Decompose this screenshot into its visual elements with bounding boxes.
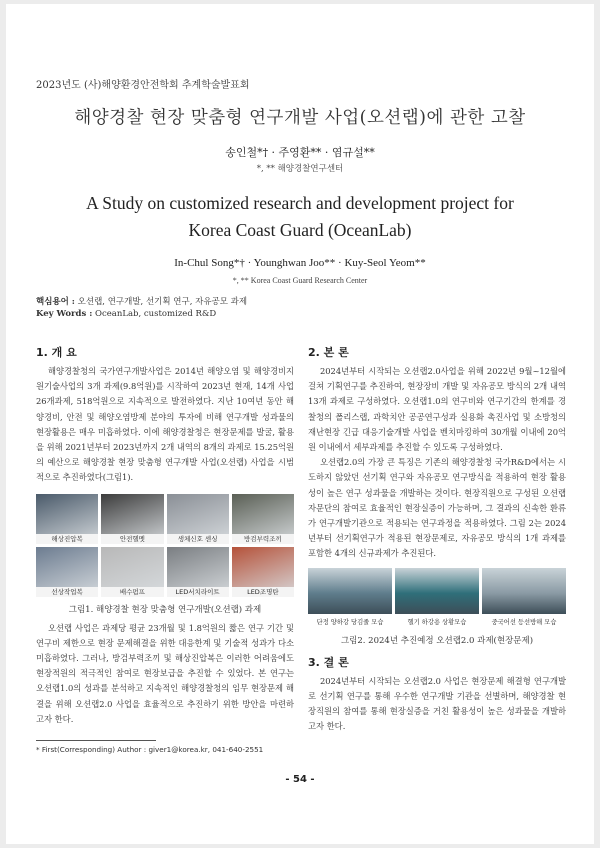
footnote-divider — [36, 740, 156, 741]
footnote: * First(Corresponding) Author : giver1@korea.kr, 041-640-2551 — [36, 745, 264, 754]
section-heading-intro: 1. 개 요 — [36, 346, 77, 359]
body-paragraph-1: 2024년부터 시작되는 오션랩2.0사업을 위해 2022년 9월~12월에 걸쳐 기획연구를 추진하여, 현장장비 개발 및 자유공모 방식의 2개 내역 13개 과제로 구성하였다. 오션랩1.0의 연구비와 연구기간의 한계를 경찰청의 폴리스랩, 과학치안 공공연구성과 실용화 촉진사업 및 소방청의 재난현장 긴급 대응기술개발 사업을 벤치마킹하여 30개월 이내에 20억원 이내에서 세부과제를 추진할 수 있도록 구성하였다. — [308, 366, 566, 453]
figure1-item — [167, 494, 229, 544]
figure1-label: 방검부력조끼 — [232, 534, 294, 544]
title-english-line2: Korea Coast Guard (OceanLab) — [188, 220, 412, 240]
figure1-label: LED조명탄 — [232, 587, 294, 597]
title-english — [46, 190, 554, 244]
figure1-label: LED서치라이트 — [167, 587, 229, 597]
left-column — [36, 344, 294, 727]
figure1-label: 배수펌프 — [101, 587, 163, 597]
figure1-photo — [36, 547, 98, 587]
page-number: - 54 - — [285, 774, 315, 785]
title-korean: 해양경찰 현장 맞춤형 연구개발 사업(오션랩)에 관한 고찰 — [74, 108, 526, 128]
figure2-label: 단정 양하강 당김줄 모습 — [316, 618, 384, 626]
figure2-photo — [395, 568, 479, 614]
figure1-photo — [232, 547, 294, 587]
conference-header: 2023년도 (사)해양환경안전학회 추계학술발표회 — [36, 80, 250, 91]
affiliation-korean: *, ** 해양경찰연구센터 — [256, 164, 344, 174]
figure2-image-row — [308, 568, 566, 626]
affiliation-english: *, ** Korea Coast Guard Research Center — [232, 276, 368, 285]
authors-korean: 송인철*† · 주영환** · 염규설** — [225, 146, 375, 159]
section-heading-body: 2. 본 론 — [308, 346, 349, 359]
figure1-label: 안전헬멧 — [101, 534, 163, 544]
keywords-korean-label: 핵심용어 : — [36, 297, 75, 307]
figure1-caption: 그림1. 해양경찰 현장 맞춤형 연구개발(오션랩) 과제 — [68, 604, 262, 615]
intro-paragraph-2: 오션랩 사업은 과제당 평균 23개월 및 1.8억원의 짧은 연구 기간 및 연구비 제한으로 현장 문제해결을 위한 대응한계 및 기술적 성과가 다소 미흡하였다. 그러나, 방검부력조끼 및 해상진압복은 이러한 어려움에도 현장적원의 적극적인 참여로 현장보급을 추진할 수 있었다. 본 연구는 오션랩1.0의 성과를 분석하고 지속적인 해양경찰청의 임무 현장문제 해결을 위해 오션랩2.0 사업을 효율적으로 추진하기 위한 방안을 마련하고자 한다. — [36, 622, 294, 724]
figure1-item — [232, 547, 294, 597]
intro-paragraph-1: 해양경찰청의 국가연구개발사업은 2014년 해양오염 및 해양경비지원기술사업의 3개 과제(9.8억원)를 시작하여 2023년 현재, 14개 사업 26개과제, 518억원으로 지속적으로 발전하였다. 지난 10여년 동안 해양경비, 안전 및 해양오염방제 분야의 투자에 비해 연구개발 성과물의 현장활용은 매우 미흡하였다. 이에 해양경찰청은 현장문제를 발굴, 활용을 위해 2021년부터 2023년까지 2개 내역의 8개의 과제로 15.25억원의 예산으로 해양경찰 현장 맞춤형 연구개발 사업(오션랩) 사업을 시범적으로 추진하였다(그림1). — [36, 366, 294, 483]
figure2-label: 헬기 하강용 상황모습 — [407, 618, 467, 626]
figure1-photo — [101, 547, 163, 587]
keywords-korean-text: 오션랩, 연구개발, 선기획 연구, 자유공모 과제 — [77, 297, 248, 307]
figure2-photo — [482, 568, 566, 614]
section-heading-conclusion: 3. 결 론 — [308, 655, 349, 669]
figure1-label: 선상작업복 — [36, 587, 98, 597]
figure2-item — [395, 568, 479, 626]
figure2-label: 중국어선 등선방해 모습 — [491, 618, 557, 626]
keywords-english — [36, 309, 216, 319]
figure1-label: 해상진압복 — [36, 534, 98, 544]
figure2-item — [308, 568, 392, 626]
figure1-item — [232, 494, 294, 544]
figure1-image-grid — [36, 494, 294, 597]
figure2-caption: 그림2. 2024년 추진예정 오션랩2.0 과제(현장문제) — [340, 635, 534, 646]
body-paragraph-2: 오션랩2.0의 가장 큰 특징은 기존의 해양경찰청 국가R&D에서는 시도하지 않았던 선기획 연구와 자유공모 연구방식을 적용하여 현장 활용성이 높은 연구 성과물을 개발하는 것이다. 현장직원으로 구성된 오션랩 자문단의 참여로 효율적인 현장실증이 가능하며, 그 결과의 신속한 환류가 연구개발기관으로 적용되는 연구과정을 적용하였다. 그림 2는 2024년부터 선기획연구가 적용된 현장문제로, 자유공모 방식의 1개 과제를 포함한 4개의 신규과제가 추진된다. — [308, 457, 566, 559]
figure1-photo — [167, 494, 229, 534]
figure2-item — [482, 568, 566, 626]
figure1-photo — [167, 547, 229, 587]
right-column — [308, 344, 566, 734]
figure2-photo — [308, 568, 392, 614]
figure1-item — [167, 547, 229, 597]
keywords-korean — [36, 295, 247, 307]
authors-english: In-Chul Song*† · Younghwan Joo** · Kuy-Seol Yeom** — [174, 257, 426, 269]
conclusion-paragraph: 2024년부터 시작되는 오션랩2.0 사업은 현장문제 해결형 연구개발로 선기획 연구를 통해 우수한 연구개발 기관을 선별하며, 해양경찰 현장직원의 참여를 통해 현장실증을 거친 활용성이 높은 성과물을 개발하고자 한다. — [308, 675, 566, 732]
keywords-english-text: OceanLab, customized R&D — [95, 309, 217, 319]
figure1-item — [101, 547, 163, 597]
keywords-english-label: Key Words : — [36, 309, 93, 319]
title-english-line1: A Study on customized research and development project for — [86, 193, 514, 213]
figure1-item — [36, 547, 98, 597]
figure1-item — [101, 494, 163, 544]
figure1-photo — [232, 494, 294, 534]
figure1-label: 생체신호 센싱 — [167, 534, 229, 544]
paper-page — [6, 4, 594, 844]
figure1-photo — [101, 494, 163, 534]
figure1-item — [36, 494, 98, 544]
figure1-photo — [36, 494, 98, 534]
